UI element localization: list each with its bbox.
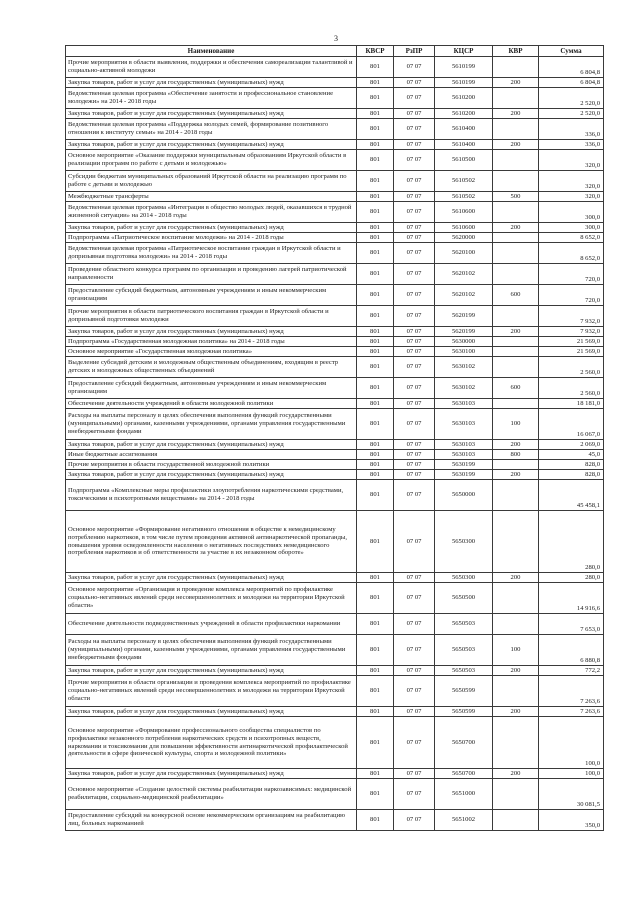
table-row: [66, 192, 604, 202]
row-kvr-cell: [493, 337, 539, 347]
row-sum-cell: 7 263,6: [539, 707, 604, 717]
row-kvr-cell: [493, 676, 539, 707]
row-kvsr-cell: 801: [357, 264, 394, 285]
row-name-cell: Иные бюджетные ассигнования: [66, 450, 357, 460]
row-name-cell: Закупка товаров, работ и услуг для государственных (муниципальных) нужд: [66, 769, 357, 779]
table-row: [66, 480, 604, 511]
row-kvr-cell: [493, 399, 539, 409]
row-kvsr-cell: 801: [357, 150, 394, 171]
row-kvsr-cell: 801: [357, 57, 394, 78]
row-sum-cell: 2 520,0: [539, 88, 604, 109]
table-row: [66, 511, 604, 573]
table-header-row: [66, 46, 604, 57]
row-name-cell: Расходы на выплаты персоналу в целях обеспечения выполнения функций государственными (муниципальными) органами, казенными учреждениями, органами управления государственными внебюджетными фондами: [66, 635, 357, 666]
row-ktsr-cell: 5650300: [435, 511, 493, 573]
row-ktsr-cell: 5650599: [435, 676, 493, 707]
row-sum-cell: 720,0: [539, 264, 604, 285]
row-name-cell: Основное мероприятие «Создание целостной системы реабилитации наркозависимых: медицинской реабилитации, социально-медицинской реабилитации»: [66, 779, 357, 810]
row-kvsr-cell: 801: [357, 202, 394, 223]
row-ktsr-cell: 5630103: [435, 440, 493, 450]
row-rzpr-cell: 07 07: [394, 285, 435, 306]
row-sum-cell: 2 560,0: [539, 357, 604, 378]
table-row: [66, 810, 604, 831]
row-ktsr-cell: 5651002: [435, 810, 493, 831]
row-kvr-cell: [493, 243, 539, 264]
row-name-cell: Подпрограмма «Комплексные меры профилактики злоупотребления наркотическими средствами, токсическими и психотропными веществами» на 2014 - 2018 годы: [66, 480, 357, 511]
row-kvsr-cell: 801: [357, 450, 394, 460]
table-row: [66, 150, 604, 171]
row-sum-cell: 2 520,0: [539, 109, 604, 119]
row-ktsr-cell: 5630102: [435, 357, 493, 378]
row-sum-cell: 2 069,0: [539, 440, 604, 450]
row-name-cell: Закупка товаров, работ и услуг для государственных (муниципальных) нужд: [66, 140, 357, 150]
row-ktsr-cell: 5650700: [435, 769, 493, 779]
row-name-cell: Прочие мероприятия в области организации и проведения комплекса мероприятий по профилактике социально-негативных явлений среди несовершеннолетних и молодежи на территории Иркутской области: [66, 676, 357, 707]
row-kvr-cell: 600: [493, 378, 539, 399]
row-rzpr-cell: 07 07: [394, 635, 435, 666]
row-kvsr-cell: 801: [357, 347, 394, 357]
row-sum-cell: 350,0: [539, 810, 604, 831]
header-sum: Сумма: [539, 46, 604, 57]
row-kvsr-cell: 801: [357, 171, 394, 192]
row-rzpr-cell: 07 07: [394, 573, 435, 583]
row-rzpr-cell: 07 07: [394, 378, 435, 399]
row-ktsr-cell: 5650503: [435, 666, 493, 676]
row-ktsr-cell: 5630102: [435, 378, 493, 399]
row-rzpr-cell: 07 07: [394, 88, 435, 109]
table-row: [66, 223, 604, 233]
table-row: [66, 109, 604, 119]
row-sum-cell: 16 067,0: [539, 409, 604, 440]
row-kvsr-cell: 801: [357, 78, 394, 88]
table-row: [66, 171, 604, 192]
row-kvsr-cell: 801: [357, 285, 394, 306]
row-sum-cell: 336,0: [539, 119, 604, 140]
row-ktsr-cell: 5610500: [435, 150, 493, 171]
row-sum-cell: 8 652,0: [539, 233, 604, 243]
table-row: [66, 583, 604, 614]
row-kvr-cell: 200: [493, 666, 539, 676]
table-row: [66, 337, 604, 347]
row-kvr-cell: 200: [493, 470, 539, 480]
row-rzpr-cell: 07 07: [394, 140, 435, 150]
row-sum-cell: 7 653,0: [539, 614, 604, 635]
table-row: [66, 233, 604, 243]
table-row: [66, 409, 604, 440]
row-kvsr-cell: 801: [357, 470, 394, 480]
row-rzpr-cell: 07 07: [394, 243, 435, 264]
row-ktsr-cell: 5650503: [435, 614, 493, 635]
row-rzpr-cell: 07 07: [394, 192, 435, 202]
table-row: [66, 666, 604, 676]
row-kvr-cell: [493, 583, 539, 614]
row-ktsr-cell: 5651000: [435, 779, 493, 810]
row-ktsr-cell: 5610600: [435, 223, 493, 233]
row-kvr-cell: [493, 511, 539, 573]
row-kvr-cell: [493, 614, 539, 635]
table-row: [66, 357, 604, 378]
row-rzpr-cell: 07 07: [394, 614, 435, 635]
row-name-cell: Основное мероприятие «Организация и проведение комплекса мероприятий по профилактике социально-негативных явлений среди несовершеннолетних и молодежи на территории Иркутской области»: [66, 583, 357, 614]
table-row: [66, 717, 604, 769]
row-rzpr-cell: 07 07: [394, 707, 435, 717]
row-ktsr-cell: 5630103: [435, 409, 493, 440]
row-rzpr-cell: 07 07: [394, 327, 435, 337]
table-row: [66, 327, 604, 337]
row-kvr-cell: [493, 347, 539, 357]
row-ktsr-cell: 5620199: [435, 327, 493, 337]
header-ktsr: КЦСР: [435, 46, 493, 57]
row-ktsr-cell: 5610502: [435, 192, 493, 202]
row-sum-cell: 45,0: [539, 450, 604, 460]
row-sum-cell: 7 263,6: [539, 676, 604, 707]
row-kvr-cell: 200: [493, 140, 539, 150]
row-name-cell: Прочие мероприятия в области патриотического воспитания граждан в Иркутской области и допризывной подготовки молодежи: [66, 306, 357, 327]
row-rzpr-cell: 07 07: [394, 233, 435, 243]
row-sum-cell: 300,0: [539, 202, 604, 223]
row-kvsr-cell: 801: [357, 573, 394, 583]
row-name-cell: Закупка товаров, работ и услуг для государственных (муниципальных) нужд: [66, 223, 357, 233]
row-ktsr-cell: 5630199: [435, 470, 493, 480]
row-kvsr-cell: 801: [357, 378, 394, 399]
row-kvsr-cell: 801: [357, 666, 394, 676]
row-kvr-cell: 200: [493, 327, 539, 337]
row-sum-cell: 14 916,6: [539, 583, 604, 614]
row-kvsr-cell: 801: [357, 480, 394, 511]
row-name-cell: Обеспечение деятельности подведомственных учреждений в области профилактики наркомании: [66, 614, 357, 635]
row-kvr-cell: [493, 88, 539, 109]
row-rzpr-cell: 07 07: [394, 450, 435, 460]
row-rzpr-cell: 07 07: [394, 717, 435, 769]
row-name-cell: Ведомственная целевая программа «Интеграция в общество молодых людей, оказавшихся в трудной жизненной ситуации» на 2014 - 2018 годы: [66, 202, 357, 223]
row-kvsr-cell: 801: [357, 327, 394, 337]
row-sum-cell: 8 652,0: [539, 243, 604, 264]
row-kvsr-cell: 801: [357, 635, 394, 666]
row-rzpr-cell: 07 07: [394, 306, 435, 327]
row-name-cell: Основное мероприятие «Государственная молодежная политика»: [66, 347, 357, 357]
row-name-cell: Закупка товаров, работ и услуг для государственных (муниципальных) нужд: [66, 440, 357, 450]
row-rzpr-cell: 07 07: [394, 399, 435, 409]
table-row: [66, 470, 604, 480]
row-name-cell: Ведомственная целевая программа «Обеспечение занятости и профессиональное становление молодежи» на 2014 - 2018 годы: [66, 88, 357, 109]
table-row: [66, 57, 604, 78]
row-kvsr-cell: 801: [357, 223, 394, 233]
row-kvsr-cell: 801: [357, 109, 394, 119]
row-name-cell: Закупка товаров, работ и услуг для государственных (муниципальных) нужд: [66, 78, 357, 88]
row-kvsr-cell: 801: [357, 192, 394, 202]
row-ktsr-cell: 5650599: [435, 707, 493, 717]
table-row: [66, 306, 604, 327]
row-name-cell: Основное мероприятие «Формирование профессионального сообщества специалистов по профилактике незаконного потребления наркотических средств и психотропных веществ, наркомании и токсикомании для повышения эффективности антинаркотической профилактической деятельности в сфере физической культуры, спорта и молодежной политики»: [66, 717, 357, 769]
row-name-cell: Ведомственная целевая программа «Поддержка молодых семей, формирование позитивного отношения к институту семьи» на 2014 - 2018 годы: [66, 119, 357, 140]
row-kvr-cell: 200: [493, 573, 539, 583]
row-name-cell: Предоставление субсидий на конкурсной основе некоммерческим организациям на реабилитацию лиц, больных наркоманией: [66, 810, 357, 831]
row-ktsr-cell: 5620102: [435, 264, 493, 285]
page-number: 3: [334, 34, 338, 43]
header-rzpr: РзПР: [394, 46, 435, 57]
row-ktsr-cell: 5610502: [435, 171, 493, 192]
row-sum-cell: 7 932,0: [539, 306, 604, 327]
row-kvsr-cell: 801: [357, 511, 394, 573]
row-rzpr-cell: 07 07: [394, 223, 435, 233]
row-kvr-cell: [493, 779, 539, 810]
table-row: [66, 707, 604, 717]
row-sum-cell: 100,0: [539, 769, 604, 779]
row-sum-cell: 772,2: [539, 666, 604, 676]
row-ktsr-cell: 5610400: [435, 119, 493, 140]
row-sum-cell: 6 804,8: [539, 78, 604, 88]
row-kvr-cell: 200: [493, 78, 539, 88]
row-ktsr-cell: 5630103: [435, 399, 493, 409]
row-name-cell: Ведомственная целевая программа «Патриотическое воспитание граждан в Иркутской области и допризывная подготовка молодежи» на 2014 - 2018 годы: [66, 243, 357, 264]
row-rzpr-cell: 07 07: [394, 109, 435, 119]
row-name-cell: Подпрограмма «Государственная молодежная политика» на 2014 - 2018 годы: [66, 337, 357, 347]
row-name-cell: Предоставление субсидий бюджетным, автономным учреждениям и иным некоммерческим организациям: [66, 378, 357, 399]
row-sum-cell: 720,0: [539, 285, 604, 306]
row-name-cell: Закупка товаров, работ и услуг для государственных (муниципальных) нужд: [66, 109, 357, 119]
row-name-cell: Закупка товаров, работ и услуг для государственных (муниципальных) нужд: [66, 666, 357, 676]
row-rzpr-cell: 07 07: [394, 357, 435, 378]
budget-table: [65, 45, 604, 831]
row-sum-cell: 280,0: [539, 573, 604, 583]
row-kvsr-cell: 801: [357, 88, 394, 109]
row-kvr-cell: 100: [493, 409, 539, 440]
row-rzpr-cell: 07 07: [394, 470, 435, 480]
row-rzpr-cell: 07 07: [394, 460, 435, 470]
row-name-cell: Проведение областного конкурса программ по организации и проведению лагерей патриотической направленности: [66, 264, 357, 285]
row-ktsr-cell: 5650300: [435, 573, 493, 583]
row-ktsr-cell: 5630199: [435, 460, 493, 470]
row-kvr-cell: [493, 480, 539, 511]
table-row: [66, 676, 604, 707]
row-name-cell: Обеспечение деятельности учреждений в области молодежной политики: [66, 399, 357, 409]
row-name-cell: Субсидии бюджетам муниципальных образований Иркутской области на реализацию программ по работе с детьми и молодежью: [66, 171, 357, 192]
table-row: [66, 779, 604, 810]
row-rzpr-cell: 07 07: [394, 769, 435, 779]
row-kvr-cell: 600: [493, 285, 539, 306]
row-kvr-cell: [493, 233, 539, 243]
row-kvr-cell: 200: [493, 223, 539, 233]
row-name-cell: Расходы на выплаты персоналу в целях обеспечения выполнения функций государственными (муниципальными) органами, казенными учреждениями, органами управления государственными внебюджетными фондами: [66, 409, 357, 440]
row-sum-cell: 828,0: [539, 460, 604, 470]
row-ktsr-cell: 5610600: [435, 202, 493, 223]
row-name-cell: Закупка товаров, работ и услуг для государственных (муниципальных) нужд: [66, 470, 357, 480]
row-rzpr-cell: 07 07: [394, 57, 435, 78]
row-rzpr-cell: 07 07: [394, 78, 435, 88]
row-kvr-cell: 500: [493, 192, 539, 202]
row-name-cell: Основное мероприятие «Формирование негативного отношения в обществе к немедицинскому потреблению наркотиков, в том числе путем проведения активной антинаркотической пропаганды, повышения уровня осведомленности населения о негативных последствиях немедицинского потребления наркотиков и об ответственности за участие в их незаконном обороте»: [66, 511, 357, 573]
row-ktsr-cell: 5650500: [435, 583, 493, 614]
row-rzpr-cell: 07 07: [394, 264, 435, 285]
row-kvsr-cell: 801: [357, 140, 394, 150]
row-sum-cell: 300,0: [539, 223, 604, 233]
row-kvsr-cell: 801: [357, 399, 394, 409]
row-kvr-cell: 200: [493, 769, 539, 779]
table-row: [66, 460, 604, 470]
table-row: [66, 635, 604, 666]
row-kvsr-cell: 801: [357, 233, 394, 243]
table-body: [66, 57, 604, 831]
row-sum-cell: 6 880,8: [539, 635, 604, 666]
row-kvsr-cell: 801: [357, 306, 394, 327]
row-kvr-cell: [493, 150, 539, 171]
row-kvsr-cell: 801: [357, 583, 394, 614]
row-kvr-cell: [493, 202, 539, 223]
row-kvsr-cell: 801: [357, 676, 394, 707]
table-row: [66, 140, 604, 150]
row-name-cell: Предоставление субсидий бюджетным, автономным учреждениям и иным некоммерческим организациям: [66, 285, 357, 306]
row-ktsr-cell: 5620199: [435, 306, 493, 327]
row-rzpr-cell: 07 07: [394, 511, 435, 573]
row-kvsr-cell: 801: [357, 707, 394, 717]
row-ktsr-cell: 5610199: [435, 57, 493, 78]
row-sum-cell: 320,0: [539, 192, 604, 202]
row-kvr-cell: 200: [493, 440, 539, 450]
row-kvr-cell: [493, 460, 539, 470]
row-sum-cell: 336,0: [539, 140, 604, 150]
table-row: [66, 119, 604, 140]
header-kvsr: КВСР: [357, 46, 394, 57]
row-name-cell: Межбюджетные трансферты: [66, 192, 357, 202]
table-row: [66, 440, 604, 450]
row-kvsr-cell: 801: [357, 119, 394, 140]
row-name-cell: Прочие мероприятия в области выявления, поддержки и обеспечения самореализации талантливой и социально-активной молодежи: [66, 57, 357, 78]
row-rzpr-cell: 07 07: [394, 409, 435, 440]
row-kvsr-cell: 801: [357, 409, 394, 440]
row-sum-cell: 45 458,1: [539, 480, 604, 511]
row-name-cell: Закупка товаров, работ и услуг для государственных (муниципальных) нужд: [66, 573, 357, 583]
row-kvsr-cell: 801: [357, 440, 394, 450]
row-ktsr-cell: 5610200: [435, 109, 493, 119]
table-row: [66, 347, 604, 357]
table-row: [66, 614, 604, 635]
row-ktsr-cell: 5630103: [435, 450, 493, 460]
row-kvr-cell: 200: [493, 109, 539, 119]
row-kvr-cell: [493, 810, 539, 831]
table-row: [66, 573, 604, 583]
table-row: [66, 88, 604, 109]
row-ktsr-cell: 5630100: [435, 347, 493, 357]
row-rzpr-cell: 07 07: [394, 347, 435, 357]
row-sum-cell: 6 804,8: [539, 57, 604, 78]
table-row: [66, 243, 604, 264]
table-row: [66, 78, 604, 88]
row-rzpr-cell: 07 07: [394, 171, 435, 192]
row-rzpr-cell: 07 07: [394, 480, 435, 511]
row-kvsr-cell: 801: [357, 769, 394, 779]
row-sum-cell: 100,0: [539, 717, 604, 769]
row-sum-cell: 18 181,0: [539, 399, 604, 409]
row-name-cell: Подпрограмма «Патриотическое воспитание молодежи» на 2014 - 2018 годы: [66, 233, 357, 243]
table-row: [66, 264, 604, 285]
row-sum-cell: 828,0: [539, 470, 604, 480]
row-name-cell: Выделение субсидий детским и молодежным общественным объединениям, входящим в реестр детских и молодежных общественных объединений: [66, 357, 357, 378]
row-kvsr-cell: 801: [357, 779, 394, 810]
row-kvr-cell: [493, 171, 539, 192]
row-rzpr-cell: 07 07: [394, 337, 435, 347]
table-row: [66, 450, 604, 460]
row-rzpr-cell: 07 07: [394, 583, 435, 614]
row-kvr-cell: 100: [493, 635, 539, 666]
row-rzpr-cell: 07 07: [394, 810, 435, 831]
row-ktsr-cell: 5650000: [435, 480, 493, 511]
row-rzpr-cell: 07 07: [394, 666, 435, 676]
row-ktsr-cell: 5650503: [435, 635, 493, 666]
row-name-cell: Закупка товаров, работ и услуг для государственных (муниципальных) нужд: [66, 707, 357, 717]
row-sum-cell: 7 932,0: [539, 327, 604, 337]
row-kvsr-cell: 801: [357, 357, 394, 378]
row-kvr-cell: 800: [493, 450, 539, 460]
row-ktsr-cell: 5620102: [435, 285, 493, 306]
row-kvsr-cell: 801: [357, 614, 394, 635]
table-row: [66, 399, 604, 409]
row-rzpr-cell: 07 07: [394, 440, 435, 450]
row-rzpr-cell: 07 07: [394, 676, 435, 707]
table-row: [66, 769, 604, 779]
row-kvsr-cell: 801: [357, 460, 394, 470]
row-ktsr-cell: 5620100: [435, 243, 493, 264]
row-kvsr-cell: 801: [357, 717, 394, 769]
row-name-cell: Основное мероприятие «Оказание поддержки муниципальным образованиям Иркутской области в реализации программ по работе с детьми и молодежью»: [66, 150, 357, 171]
row-ktsr-cell: 5620000: [435, 233, 493, 243]
row-kvr-cell: [493, 119, 539, 140]
row-kvr-cell: 200: [493, 707, 539, 717]
row-ktsr-cell: 5650700: [435, 717, 493, 769]
table-row: [66, 202, 604, 223]
row-kvr-cell: [493, 357, 539, 378]
row-ktsr-cell: 5610400: [435, 140, 493, 150]
row-name-cell: Прочие мероприятия в области государственной молодежной политики: [66, 460, 357, 470]
row-kvr-cell: [493, 717, 539, 769]
row-sum-cell: 280,0: [539, 511, 604, 573]
row-ktsr-cell: 5630000: [435, 337, 493, 347]
row-kvr-cell: [493, 306, 539, 327]
row-sum-cell: 320,0: [539, 150, 604, 171]
header-name: Наименование: [66, 46, 357, 57]
row-ktsr-cell: 5610200: [435, 88, 493, 109]
row-rzpr-cell: 07 07: [394, 119, 435, 140]
table-row: [66, 378, 604, 399]
row-sum-cell: 30 081,5: [539, 779, 604, 810]
row-ktsr-cell: 5610199: [435, 78, 493, 88]
row-rzpr-cell: 07 07: [394, 150, 435, 171]
row-kvsr-cell: 801: [357, 337, 394, 347]
row-sum-cell: 21 569,0: [539, 337, 604, 347]
row-sum-cell: 2 560,0: [539, 378, 604, 399]
row-rzpr-cell: 07 07: [394, 779, 435, 810]
row-sum-cell: 21 569,0: [539, 347, 604, 357]
header-kvr: КВР: [493, 46, 539, 57]
row-kvsr-cell: 801: [357, 810, 394, 831]
row-name-cell: Закупка товаров, работ и услуг для государственных (муниципальных) нужд: [66, 327, 357, 337]
row-kvr-cell: [493, 57, 539, 78]
table-row: [66, 285, 604, 306]
row-sum-cell: 320,0: [539, 171, 604, 192]
row-kvsr-cell: 801: [357, 243, 394, 264]
row-kvr-cell: [493, 264, 539, 285]
row-rzpr-cell: 07 07: [394, 202, 435, 223]
